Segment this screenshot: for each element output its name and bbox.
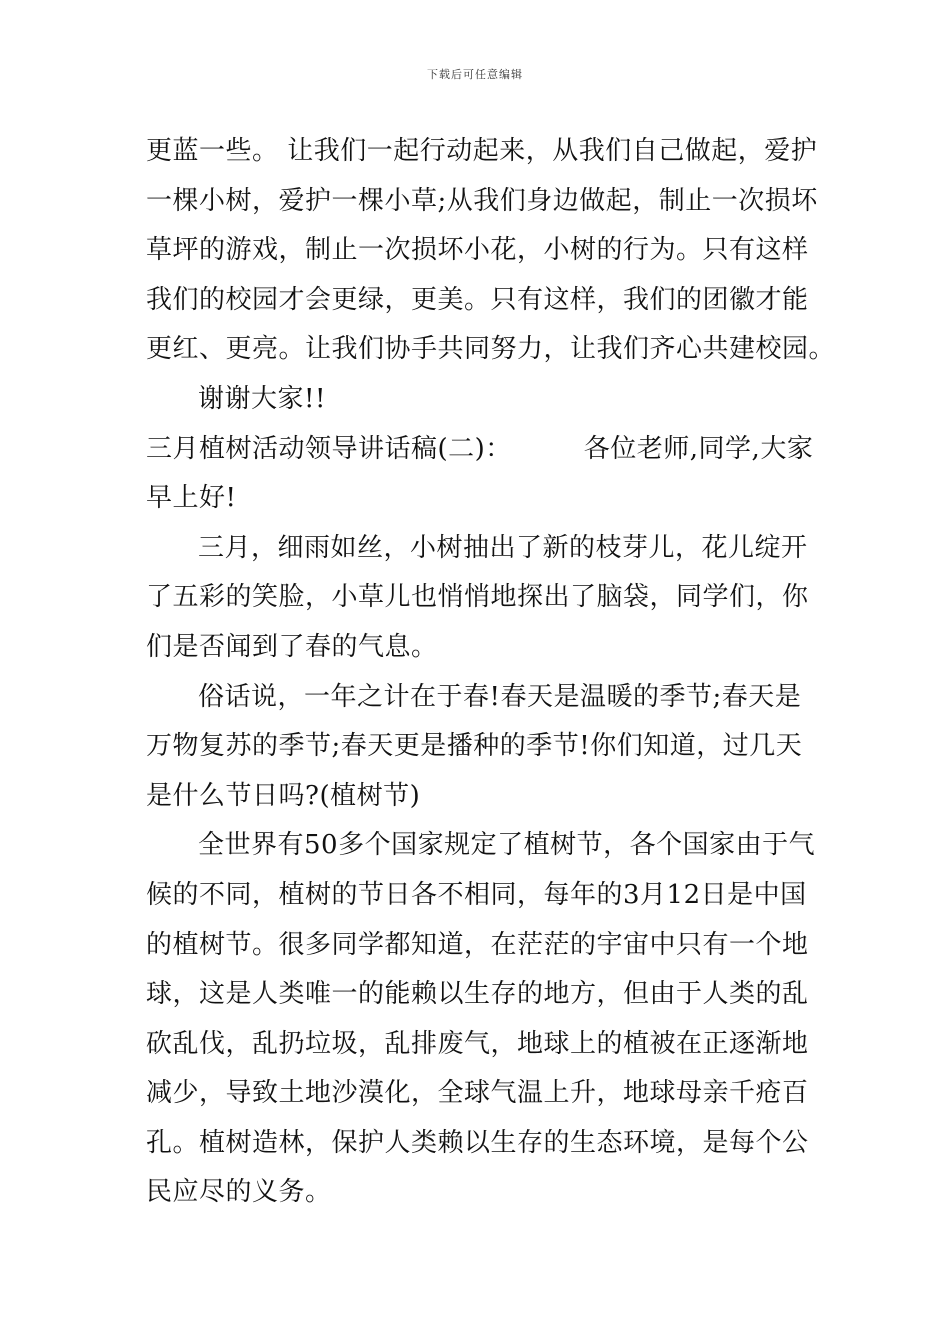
text-line: 三月，细雨如丝，小树抽出了新的枝芽儿，花儿绽开 (198, 532, 808, 563)
text-line: 了五彩的笑脸，小草儿也悄悄地探出了脑袋，同学们，你 (146, 582, 809, 613)
text-line: 是什么节日吗?(植树节) (146, 780, 421, 811)
text-line: 早上好! (146, 483, 237, 514)
text-line: 的植树节。很多同学都知道，在茫茫的宇宙中只有一个地 (146, 929, 809, 960)
paragraph (146, 673, 810, 822)
text-line: 草坪的游戏，制止一次损坏小花，小树的行为。只有这样 (146, 235, 809, 266)
text-line: 一棵小树，爱护一棵小草;从我们身边做起，制止一次损坏 (146, 185, 818, 216)
text-line: 全世界有50多个国家规定了植树节，各个国家由于气 (198, 830, 816, 861)
text-line: 候的不同，植树的节日各不相同，每年的3月12日是中国 (146, 879, 807, 910)
paragraph (146, 821, 816, 1218)
paragraph (146, 524, 810, 673)
text-line: 减少，导致土地沙漠化，全球气温上升，地球母亲千疮百 (146, 1078, 809, 1109)
text-line: 孔。植树造林，保护人类赖以生存的生态环境，是每个公 (146, 1127, 809, 1158)
page-header: 下载后可任意编辑 (427, 68, 523, 81)
text-line: 们是否闻到了春的气息。 (146, 631, 438, 662)
document-body (146, 127, 836, 1218)
paragraph (146, 375, 810, 425)
text-line: 更蓝一些。 让我们一起行动起来，从我们自己做起，爱护 (146, 136, 818, 166)
text-line: 万物复苏的季节;春天更是播种的季节!你们知道，过几天 (146, 731, 803, 762)
salutation: 各位老师,同学,大家 (583, 433, 814, 464)
text-line: 更红、更亮。让我们协手共同努力，让我们齐心共建校园。 (146, 334, 836, 365)
text-line: 民应尽的义务。 (146, 1177, 332, 1208)
section-heading-paragraph (146, 425, 814, 524)
text-line: 球，这是人类唯一的能赖以生存的地方，但由于人类的乱 (146, 979, 809, 1010)
text-line: 我们的校园才会更绿，更美。只有这样，我们的团徽才能 (146, 284, 809, 315)
text-line: 俗话说，一年之计在于春!春天是温暖的季节;春天是 (198, 681, 802, 712)
heading-line (146, 425, 814, 475)
paragraph (146, 127, 836, 375)
text-line: 谢谢大家!! (198, 383, 326, 414)
text-line: 砍乱伐，乱扔垃圾，乱排废气，地球上的植被在正逐渐地 (146, 1028, 809, 1059)
section-heading: 三月植树活动领导讲话稿(二)： (146, 433, 512, 464)
